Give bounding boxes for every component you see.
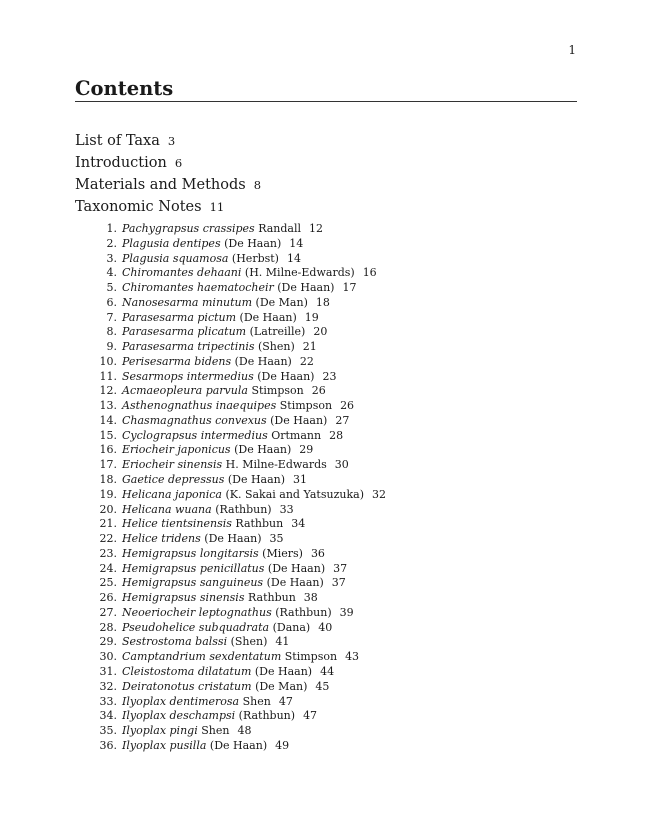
species-name: Chasmagnathus convexus [122,413,267,427]
species-number: 1. [106,222,117,235]
species-name: Ilyoplax pusilla [122,738,207,752]
toc-entry-page: 3 [167,134,176,148]
species-page: 14 [289,236,304,250]
species-entry[interactable] [95,237,386,252]
species-number: 14. [99,413,117,427]
species-number: 35. [99,724,117,738]
species-author: (Shen) [230,635,268,649]
species-number: 18. [99,473,117,487]
species-number: 24. [99,561,117,575]
species-number: 8. [106,325,117,339]
species-number: 12. [99,384,117,398]
species-author: (Rathbun) [275,605,332,619]
species-name: Plagusia squamosa [122,251,229,265]
species-author: Shen [242,694,271,708]
species-page: 12 [309,222,324,235]
species-page: 48 [237,724,252,738]
species-page: 30 [334,458,349,472]
page-title: Contents [75,77,174,100]
species-name: Hemigrapsus sinensis [122,591,245,605]
species-author: Stimpson [279,399,333,413]
species-name: Gaetice depressus [122,473,225,487]
species-name: Neoeriocheir leptognathus [122,605,272,619]
species-entry[interactable] [95,562,386,577]
species-author: (De Haan) [277,281,335,295]
species-author: Rathbun [235,517,284,531]
species-number: 13. [99,399,117,413]
species-entry[interactable] [95,709,386,724]
species-name: Cleistostoma dilatatum [122,664,252,678]
species-name: Chiromantes dehaani [122,266,242,280]
species-page: 21 [302,340,317,354]
species-number: 26. [99,591,117,605]
species-entry[interactable] [95,222,386,237]
species-entry[interactable] [95,443,386,458]
species-entry[interactable] [95,458,386,473]
species-author: (Rathbun) [238,709,296,723]
species-author: (De Haan) [234,354,292,368]
species-entry[interactable] [95,680,386,695]
species-page: 33 [279,502,294,516]
species-page: 38 [303,591,318,605]
species-page: 45 [315,679,330,693]
species-author: Stimpson [284,650,338,664]
species-number: 7. [106,310,117,324]
species-entry[interactable] [95,547,386,562]
species-name: Plagusia dentipes [122,236,221,250]
species-entry[interactable] [95,340,386,355]
species-entry[interactable] [95,384,386,399]
species-author: H. Milne-Edwards [225,458,327,472]
species-number: 32. [99,679,117,693]
species-name: Ilyoplax deschampsi [122,709,236,723]
species-name: Eriocheir sinensis [122,458,223,472]
species-entry[interactable] [95,621,386,636]
species-page: 49 [275,738,290,752]
species-author: (De Haan) [209,738,268,752]
species-number: 17. [99,458,117,472]
species-name: Helicana japonica [122,487,222,501]
species-entry[interactable] [95,311,386,326]
species-author: (De Haan) [239,310,297,324]
species-name: Asthenognathus inaequipes [122,399,277,413]
species-page: 32 [371,487,386,501]
species-author: (De Haan) [224,236,282,250]
species-name: Ilyoplax pingi [122,724,198,738]
species-number: 21. [99,517,117,531]
species-page: 37 [331,576,346,590]
species-number: 23. [99,546,117,560]
species-name: Chiromantes haematocheir [122,281,274,295]
species-entry[interactable] [95,325,386,340]
toc-entry-page: 11 [209,200,225,214]
species-entry[interactable] [95,724,386,739]
species-entry[interactable] [95,488,386,503]
species-page: 39 [339,605,354,619]
toc-entry-materials-and-methods[interactable] [75,177,261,193]
species-name: Helice tientsinensis [122,517,232,531]
species-author: (Dana) [272,620,311,634]
species-author: (De Haan) [227,473,286,487]
species-author: (H. Milne-Edwards) [244,266,355,280]
species-name: Cyclograpsus intermedius [122,428,268,442]
species-page: 27 [335,413,350,427]
species-number: 16. [99,443,117,457]
species-author: Randall [258,222,302,235]
species-name: Helicana wuana [122,502,212,516]
species-number: 9. [106,340,117,354]
species-number: 10. [99,354,117,368]
species-page: 22 [299,354,314,368]
species-author: (De Haan) [270,413,328,427]
species-number: 22. [99,532,117,546]
species-name: Hemigrapsus penicillatus [122,561,265,575]
species-author: (De Haan) [266,576,324,590]
species-number: 30. [99,650,117,664]
species-entry[interactable] [95,635,386,650]
species-author: (K. Sakai and Yatsuzuka) [225,487,364,501]
toc-entry-page: 6 [174,156,183,170]
toc-entry-label: Taxonomic Notes [75,199,202,215]
species-number: 19. [99,487,117,501]
species-entry[interactable] [95,650,386,665]
species-page: 44 [320,664,335,678]
species-number: 25. [99,576,117,590]
species-number: 6. [106,295,117,309]
species-name: Helice tridens [122,532,201,546]
species-entry[interactable] [95,266,386,281]
species-number: 15. [99,428,117,442]
species-page: 20 [313,325,328,339]
species-number: 29. [99,635,117,649]
species-name: Sestrostoma balssi [122,635,228,649]
species-entry[interactable] [95,532,386,547]
species-page: 47 [303,709,318,723]
title-rule [75,101,577,102]
species-number: 33. [99,694,117,708]
species-page: 43 [345,650,360,664]
species-name: Deiratonotus cristatum [122,679,252,693]
species-page: 18 [315,295,330,309]
species-entry[interactable] [95,517,386,532]
species-page: 41 [275,635,290,649]
species-author: (Herbst) [231,251,279,265]
species-author: Stimpson [251,384,304,398]
species-number: 20. [99,502,117,516]
species-author: (Shen) [257,340,295,354]
species-number: 4. [106,266,117,280]
species-author: (De Haan) [254,664,313,678]
species-page: 29 [299,443,314,457]
species-name: Pseudohelice subquadrata [122,620,270,634]
toc-entry-label: Materials and Methods [75,177,246,193]
species-name: Camptandrium sexdentatum [122,650,282,664]
species-entry[interactable] [95,399,386,414]
species-name: Nanosesarma minutum [122,295,253,309]
species-page: 31 [293,473,308,487]
species-page: 28 [329,428,344,442]
species-number: 34. [99,709,117,723]
species-list [95,222,386,754]
toc-entry-introduction[interactable] [75,155,182,171]
species-page: 35 [269,532,284,546]
species-page: 16 [362,266,377,280]
species-name: Sesarmops intermedius [122,369,254,383]
species-number: 5. [106,281,117,295]
species-entry[interactable] [95,473,386,488]
species-entry[interactable] [95,296,386,311]
species-number: 3. [106,251,117,265]
species-author: Ortmann [271,428,322,442]
species-number: 28. [99,620,117,634]
toc-entry-taxonomic-notes[interactable] [75,199,224,215]
species-entry[interactable] [95,414,386,429]
species-entry[interactable] [95,355,386,370]
species-page: 40 [318,620,333,634]
species-author: (Rathbun) [215,502,272,516]
species-author: (De Haan) [204,532,262,546]
species-number: 31. [99,664,117,678]
species-name: Hemigrapsus longitarsis [122,546,259,560]
species-entry[interactable] [95,281,386,296]
species-number: 36. [99,738,117,752]
species-name: Acmaeopleura parvula [122,384,248,398]
toc-entry-page: 8 [253,178,262,192]
species-entry[interactable] [95,665,386,680]
species-author: (De Man) [255,679,308,693]
species-page: 19 [304,310,319,324]
species-entry[interactable] [95,739,386,754]
species-entry[interactable] [95,370,386,385]
species-page: 17 [342,281,357,295]
species-author: (De Haan) [267,561,326,575]
species-page: 23 [322,369,337,383]
species-page: 26 [311,384,326,398]
species-author: (De Haan) [257,369,315,383]
species-page: 26 [340,399,355,413]
species-name: Hemigrapsus sanguineus [122,576,264,590]
species-name: Pachygrapsus crassipes [122,222,255,235]
toc-entry-list-of-taxa[interactable] [75,133,175,149]
species-entry[interactable] [95,591,386,606]
species-author: (Miers) [262,546,303,560]
species-number: 11. [99,369,117,383]
species-entry[interactable] [95,252,386,267]
page-number: 1 [568,43,576,57]
toc-entry-label: List of Taxa [75,133,160,149]
species-page: 34 [291,517,306,531]
species-author: (De Man) [255,295,308,309]
species-name: Perisesarma bidens [122,354,232,368]
species-page: 36 [310,546,325,560]
species-name: Eriocheir japonicus [122,443,231,457]
species-author: (De Haan) [234,443,292,457]
species-name: Parasesarma tripectinis [122,340,255,354]
species-name: Ilyoplax dentimerosa [122,694,240,708]
species-entry[interactable] [95,503,386,518]
species-page: 14 [286,251,301,265]
species-number: 2. [106,236,117,250]
species-author: Rathbun [247,591,296,605]
species-page: 47 [278,694,293,708]
species-author: Shen [201,724,230,738]
species-entry[interactable] [95,606,386,621]
species-entry[interactable] [95,576,386,591]
species-name: Parasesarma plicatum [122,325,247,339]
species-number: 27. [99,605,117,619]
species-entry[interactable] [95,429,386,444]
species-entry[interactable] [95,695,386,710]
species-author: (Latreille) [249,325,306,339]
toc-entry-label: Introduction [75,155,167,171]
species-name: Parasesarma pictum [122,310,237,324]
species-page: 37 [333,561,348,575]
